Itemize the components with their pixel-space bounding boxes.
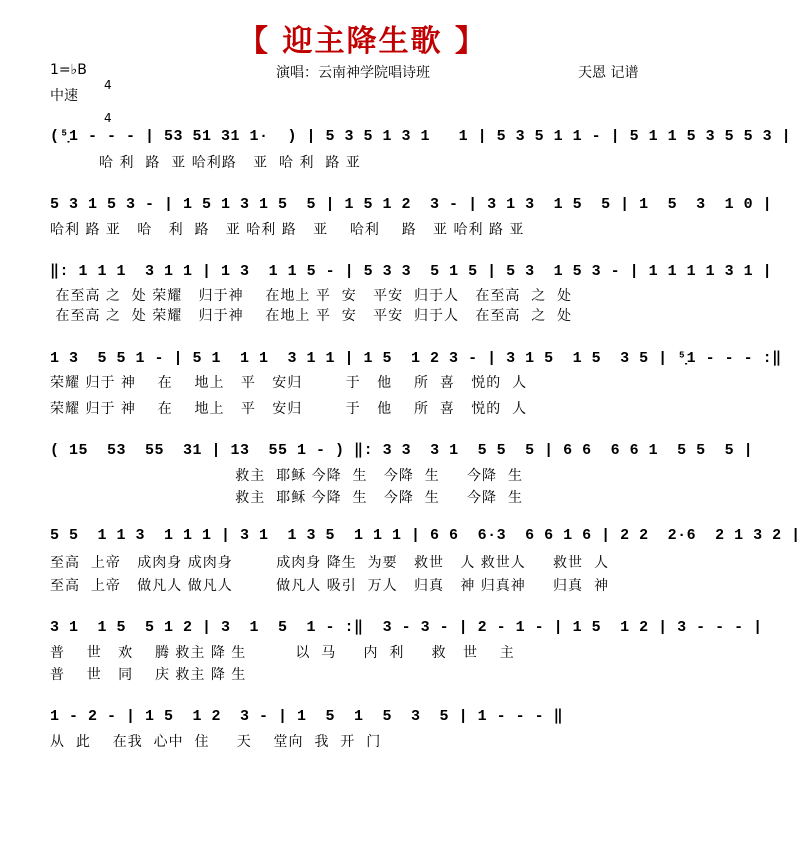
lyrics-row-7-verse-1: 普 世 欢 腾 救主 降 生 以 马 内 利 救 世 主 xyxy=(50,645,515,661)
lyrics-row-7-verse-2: 普 世 同 庆 救主 降 生 xyxy=(50,667,247,683)
lyrics-row-5-verse-2: 救主 耶稣 今降 生 今降 生 今降 生 xyxy=(50,490,523,506)
key-signature: 1=♭B xyxy=(50,62,87,78)
lyrics-row-4-verse-1: 荣耀 归于 神 在 地上 平 安归 于 他 所 喜 悦的 人 xyxy=(50,375,528,391)
lyrics-row-8-verse-1: 从 此 在我 心中 住 天 堂向 我 开 门 xyxy=(50,734,382,750)
tempo-marking: 中速 xyxy=(50,88,78,104)
notation-row-2: 5 3 1 5 3 - | 1 5 1 3 1 5 5 | 1 5 1 2 3 - | 3 1 3 1 5 5 | 1 5 3 1 0 | xyxy=(50,196,773,213)
lyrics-row-4-verse-2: 荣耀 归于 神 在 地上 平 安归 于 他 所 喜 悦的 人 xyxy=(50,401,528,417)
lyrics-row-6-verse-2: 至高 上帝 做凡人 做凡人 做凡人 吸引 万人 归真 神 归真神 归真 神 xyxy=(50,578,609,594)
lyrics-row-6-verse-1: 至高 上帝 成肉身 成肉身 成肉身 降生 为要 救世 人 救世人 救世 人 xyxy=(50,555,609,571)
performer-credit: 演唱：云南神学院唱诗班 xyxy=(276,65,430,81)
notation-row-8: 1 - 2 - | 1 5 1 2 3 - | 1 5 1 5 3 5 | 1 - - - ‖ xyxy=(50,708,564,725)
transcriber-credit: 天恩 记谱 xyxy=(578,65,639,81)
score-title: 【 迎主降生歌 】 xyxy=(238,24,487,59)
notation-row-5: ( 15 53 55 31 | 13 55 1 - ) ‖: 3 3 3 1 5 5 5 | 6 6 6 6 1 5 5 5 | xyxy=(50,442,754,459)
lyrics-row-5-verse-1: 救主 耶稣 今降 生 今降 生 今降 生 xyxy=(50,468,523,484)
notation-row-7: 3 1 1 5 5 1 2 | 3 1 5 1 - :‖ 3 - 3 - | 2 - 1 - | 1 5 1 2 | 3 - - - | xyxy=(50,619,763,636)
notation-row-4: 1 3 5 5 1 - | 5 1 1 1 3 1 1 | 1 5 1 2 3 - | 3 1 5 1 5 3 5 | ⁵̣1 - - - :‖ xyxy=(50,350,782,367)
time-signature-top: 4 xyxy=(104,78,112,92)
lyrics-row-3-verse-1: 在至高 之 处 荣耀 归于神 在地上 平 安 平安 归于人 在至高 之 处 xyxy=(50,288,573,304)
lyrics-row-3-verse-2: 在至高 之 处 荣耀 归于神 在地上 平 安 平安 归于人 在至高 之 处 xyxy=(50,308,573,324)
lyrics-row-2-verse-1: 哈利 路 亚 哈 利 路 亚 哈利 路 亚 哈利 路 亚 哈利 路 亚 xyxy=(50,222,525,238)
notation-row-6: 5 5 1 1 3 1 1 1 | 3 1 1 3 5 1 1 1 | 6 6 6·3 6 6 1 6 | 2 2 2·6 2 1 3 2 | xyxy=(50,527,801,544)
lyrics-row-1-verse-1: 哈 利 路 亚 哈利路 亚 哈 利 路 亚 xyxy=(50,155,361,171)
notation-row-3: ‖: 1 1 1 3 1 1 | 1 3 1 1 5 - | 5 3 3 5 1 5 | 5 3 1 5 3 - | 1 1 1 1 3 1 | xyxy=(50,263,773,280)
time-signature-bottom: 4 xyxy=(104,111,112,125)
time-signature xyxy=(104,58,112,135)
notation-row-1: (⁵̣1 - - - | 53 51 31 1· ) | 5 3 5 1 3 1 1 | 5 3 5 1 1 - | 5 1 1 5 3 5 5 3 | xyxy=(50,128,792,145)
